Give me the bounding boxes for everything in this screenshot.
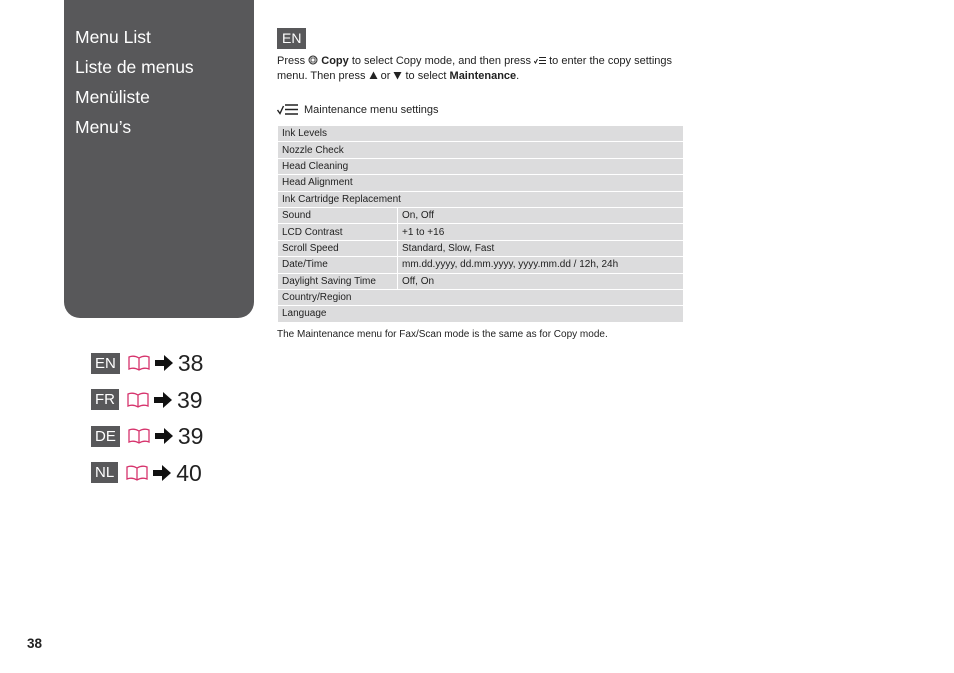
setting-name: Head Alignment <box>278 175 684 191</box>
book-icon <box>128 355 150 371</box>
intro-part: to select <box>405 69 447 82</box>
reference-de[interactable] <box>91 418 203 455</box>
sidebar-item: Menüliste <box>75 87 150 107</box>
settings-menu-icon <box>277 103 298 116</box>
setting-value: Off, On <box>398 273 684 289</box>
table-row <box>278 158 684 174</box>
table-row <box>278 306 684 322</box>
page-ref-number: 40 <box>176 459 202 486</box>
lang-badge: DE <box>91 426 120 447</box>
setting-name: Scroll Speed <box>278 240 398 256</box>
sidebar-item: Menu’s <box>75 117 132 137</box>
lang-badge: EN <box>91 353 120 374</box>
book-icon <box>126 465 148 481</box>
maintenance-label: Maintenance <box>449 69 517 82</box>
page-ref-number: 38 <box>177 350 204 377</box>
intro-part: Press <box>277 55 306 67</box>
main-content <box>277 28 687 340</box>
setting-value: mm.dd.yyyy, dd.mm.yyyy, yyyy.mm.dd / 12h, 24h <box>398 257 684 273</box>
footnote: The Maintenance menu for Fax/Scan mode is the same as for Copy mode. <box>277 328 608 340</box>
intro-part: to enter the copy settings menu. Then press <box>277 55 673 82</box>
setting-name: Daylight Saving Time <box>278 273 398 289</box>
page-number: 38 <box>27 636 43 651</box>
setting-name: Date/Time <box>278 257 398 273</box>
table-row <box>278 207 684 223</box>
maintenance-settings-table <box>277 125 684 323</box>
table-row <box>278 273 684 289</box>
setting-name: Sound <box>278 207 398 223</box>
sidebar-item: Menu List <box>75 27 151 47</box>
table-row <box>278 224 684 240</box>
page-ref-number: 39 <box>177 423 204 450</box>
book-icon <box>127 392 149 408</box>
lang-badge: FR <box>91 389 119 410</box>
arrow-right-icon <box>153 390 173 410</box>
reference-fr[interactable] <box>91 382 203 419</box>
down-arrow-icon <box>393 71 402 80</box>
intro-part: . <box>516 69 520 82</box>
setting-name: Language <box>278 306 684 322</box>
setting-name: Nozzle Check <box>278 142 684 158</box>
lang-badge: NL <box>91 462 118 483</box>
setting-name: Ink Cartridge Replacement <box>278 191 684 207</box>
page-references <box>91 345 203 491</box>
arrow-right-icon <box>154 353 174 373</box>
intro-text <box>277 54 687 83</box>
intro-part: or <box>380 69 391 82</box>
table-row <box>278 240 684 256</box>
setting-value: On, Off <box>398 207 684 223</box>
sidebar-menu-list <box>64 0 254 318</box>
up-arrow-icon <box>369 71 378 80</box>
copy-mode-icon <box>308 55 318 65</box>
table-row <box>278 142 684 158</box>
setting-name: Ink Levels <box>278 126 684 142</box>
section-title-text: Maintenance menu settings <box>304 103 439 116</box>
arrow-right-icon <box>154 426 174 446</box>
table-row <box>278 257 684 273</box>
setting-value: +1 to +16 <box>398 224 684 240</box>
arrow-right-icon <box>152 463 172 483</box>
table-row <box>278 289 684 305</box>
table-row <box>278 191 684 207</box>
copy-label: Copy <box>321 55 349 67</box>
setting-value: Standard, Slow, Fast <box>398 240 684 256</box>
menu-icon <box>534 56 546 65</box>
reference-nl[interactable] <box>91 455 203 492</box>
language-badge: EN <box>277 28 306 49</box>
book-icon <box>128 428 150 444</box>
setting-name: Head Cleaning <box>278 158 684 174</box>
page-ref-number: 39 <box>177 386 203 413</box>
intro-part: to select Copy mode, and then press <box>351 55 531 67</box>
reference-en[interactable] <box>91 345 203 382</box>
section-title <box>277 103 687 116</box>
table-row <box>278 126 684 142</box>
setting-name: LCD Contrast <box>278 224 398 240</box>
table-row <box>278 175 684 191</box>
setting-name: Country/Region <box>278 289 684 305</box>
sidebar-item: Liste de menus <box>75 57 194 77</box>
